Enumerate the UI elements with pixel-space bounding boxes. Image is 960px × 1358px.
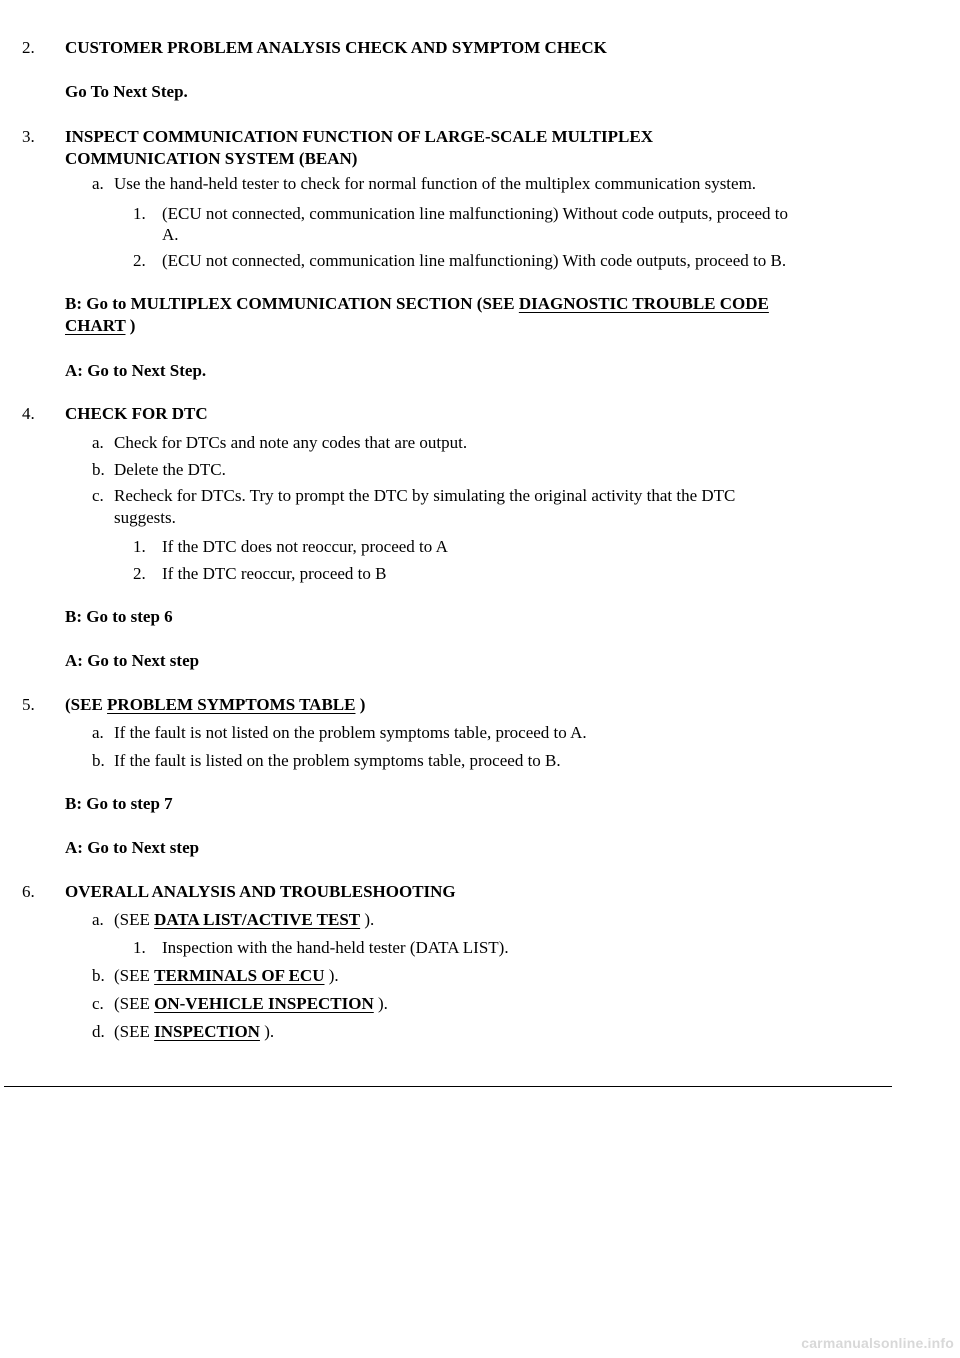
- subitem-marker: 2.: [133, 564, 146, 583]
- item-marker: a.: [92, 433, 104, 452]
- step-title: [65, 694, 365, 716]
- step-title-line-2: COMMUNICATION SYSTEM (BEAN): [65, 149, 358, 168]
- item-marker: a.: [92, 910, 104, 929]
- step-number: 3.: [22, 127, 35, 146]
- step-5-result-a: A: Go to Next step: [65, 838, 200, 857]
- item-marker: a.: [92, 723, 104, 742]
- item-marker: b.: [92, 460, 105, 479]
- horizontal-rule: [4, 1086, 892, 1087]
- on-vehicle-inspection-link[interactable]: ON-VEHICLE INSPECTION: [154, 994, 374, 1013]
- subitem-marker: 1.: [133, 938, 146, 957]
- item-marker: b.: [92, 751, 105, 770]
- see-prefix: (SEE: [114, 1022, 155, 1041]
- item-text: Delete the DTC.: [114, 460, 226, 479]
- see-prefix: (SEE: [65, 695, 108, 714]
- item-marker: c.: [92, 486, 104, 505]
- problem-symptoms-table-link[interactable]: PROBLEM SYMPTOMS TABLE: [107, 695, 356, 714]
- item-text: [114, 965, 339, 987]
- subitem-marker: 1.: [133, 204, 146, 223]
- diagnostic-trouble-code-chart-link[interactable]: DIAGNOSTIC TROUBLE CODE: [518, 294, 769, 313]
- step-title-line-1: INSPECT COMMUNICATION FUNCTION OF LARGE-SCALE MULTIPLEX: [65, 127, 653, 146]
- subitem-text: Inspection with the hand-held tester (DATA LIST).: [162, 938, 509, 957]
- step-title: OVERALL ANALYSIS AND TROUBLESHOOTING: [65, 882, 456, 901]
- step-number: 4.: [22, 404, 35, 423]
- see-suffix: ): [355, 695, 366, 714]
- see-prefix: (SEE: [114, 966, 155, 985]
- step-3-result-b-cont: [65, 315, 135, 337]
- step-3-result-a: A: Go to Next Step.: [65, 361, 207, 380]
- item-marker: c.: [92, 994, 104, 1013]
- inspection-link[interactable]: INSPECTION: [154, 1022, 260, 1041]
- step-5-result-b: B: Go to step 7: [65, 794, 173, 813]
- item-text-line-2: suggests.: [114, 508, 176, 527]
- see-prefix: (SEE: [114, 994, 155, 1013]
- item-text: [114, 909, 374, 931]
- item-marker: d.: [92, 1022, 105, 1041]
- step-3-result-b: [65, 293, 769, 315]
- step-number: 6.: [22, 882, 35, 901]
- step-2-result: Go To Next Step.: [65, 82, 188, 101]
- subitem-text-line-2: A.: [162, 225, 179, 244]
- result-text: B: Go to MULTIPLEX COMMUNICATION SECTION (SEE: [65, 294, 519, 313]
- step-title: CHECK FOR DTC: [65, 404, 208, 423]
- item-text: If the fault is listed on the problem symptoms table, proceed to B.: [114, 751, 561, 770]
- item-text: [114, 993, 388, 1015]
- step-4-result-b: B: Go to step 6: [65, 607, 173, 626]
- item-marker: b.: [92, 966, 105, 985]
- item-marker: a.: [92, 174, 104, 193]
- subitem-text-line-1: (ECU not connected, communication line malfunctioning) Without code outputs, proceed to: [162, 204, 788, 223]
- result-suffix: ): [125, 316, 136, 335]
- item-text: Check for DTCs and note any codes that are output.: [114, 433, 468, 452]
- see-suffix: ).: [373, 994, 388, 1013]
- subitem-text: (ECU not connected, communication line malfunctioning) With code outputs, proceed to B.: [162, 251, 787, 270]
- subitem-text: If the DTC does not reoccur, proceed to A: [162, 537, 448, 556]
- see-suffix: ).: [324, 966, 339, 985]
- step-title: CUSTOMER PROBLEM ANALYSIS CHECK AND SYMPTOM CHECK: [65, 38, 607, 57]
- step-number: 5.: [22, 695, 35, 714]
- see-suffix: ).: [259, 1022, 275, 1041]
- step-4-result-a: A: Go to Next step: [65, 651, 200, 670]
- item-text-line-1: Recheck for DTCs. Try to prompt the DTC by simulating the original activity that the DTC: [114, 486, 736, 505]
- subitem-marker: 2.: [133, 251, 146, 270]
- diagnostic-trouble-code-chart-link-cont[interactable]: CHART: [65, 316, 126, 335]
- step-number: 2.: [22, 38, 35, 57]
- terminals-of-ecu-link[interactable]: TERMINALS OF ECU: [154, 966, 325, 985]
- see-prefix: (SEE: [114, 910, 155, 929]
- subitem-text: If the DTC reoccur, proceed to B: [162, 564, 387, 583]
- footer-watermark: carmanualsonline.info: [801, 1335, 954, 1351]
- subitem-marker: 1.: [133, 537, 146, 556]
- data-list-active-test-link[interactable]: DATA LIST/ACTIVE TEST: [154, 910, 361, 929]
- item-text: Use the hand-held tester to check for normal function of the multiplex communication system.: [114, 174, 757, 193]
- item-text: [114, 1021, 274, 1043]
- see-suffix: ).: [360, 910, 375, 929]
- item-text: If the fault is not listed on the problem symptoms table, proceed to A.: [114, 723, 587, 742]
